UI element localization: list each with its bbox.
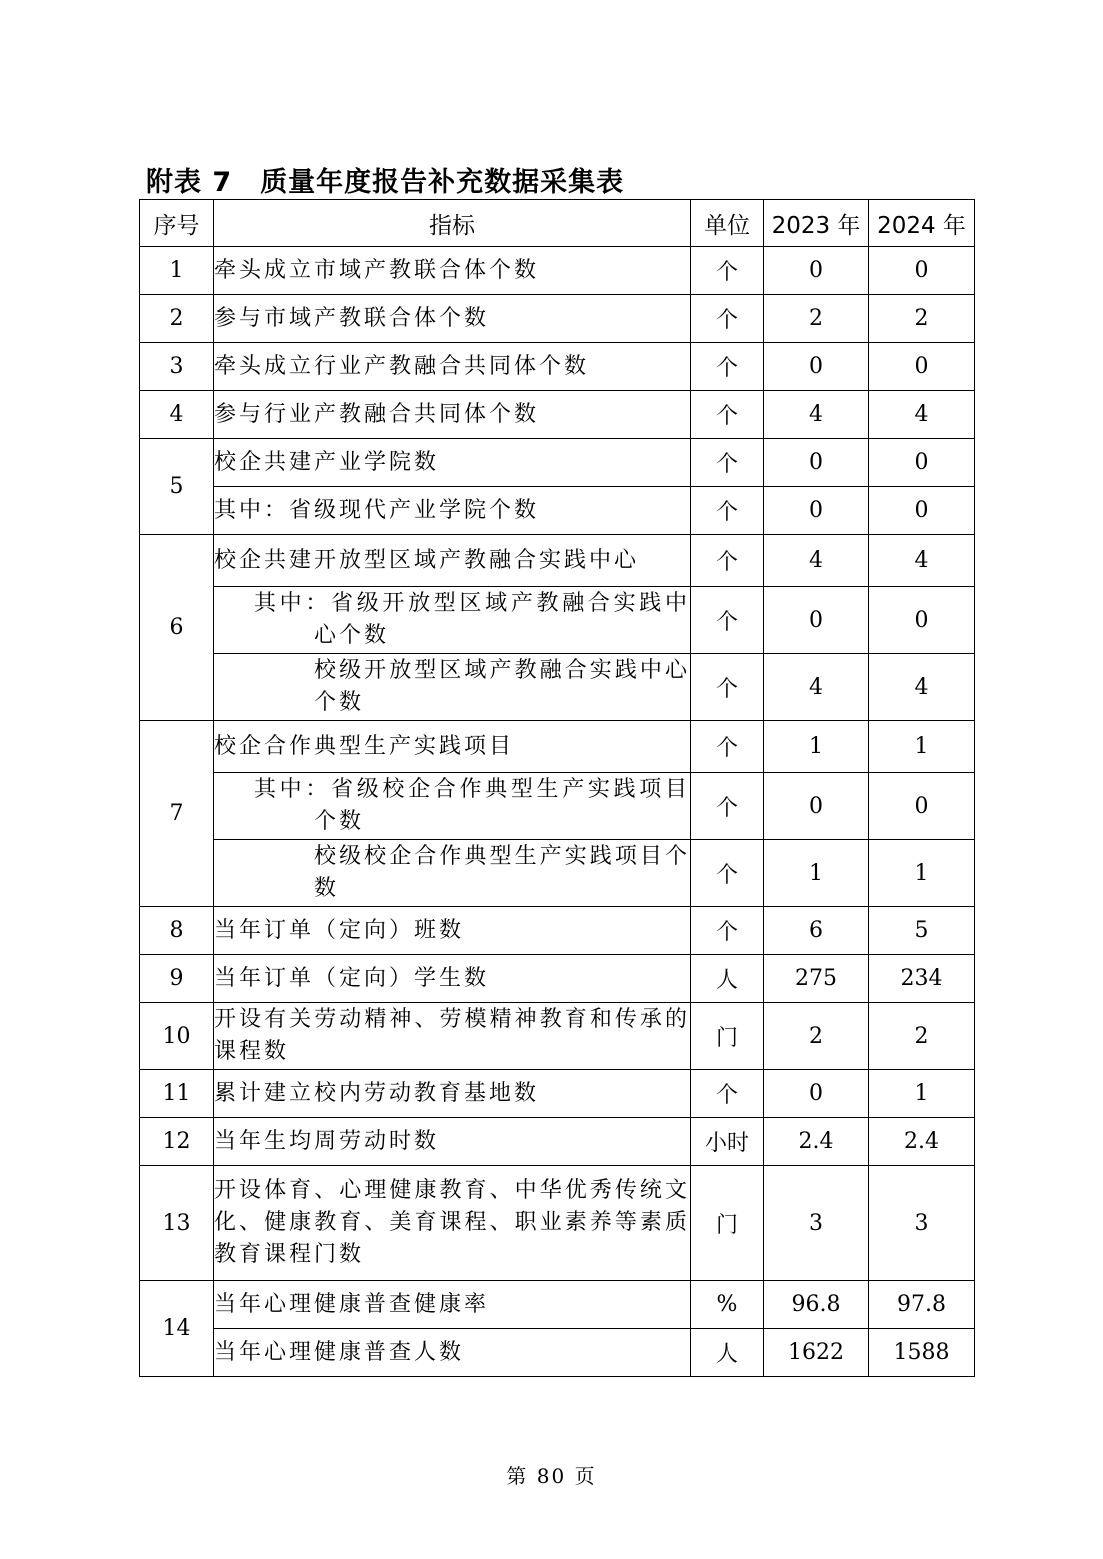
row-seq: 6 (140, 535, 214, 721)
row-2023: 3 (764, 1166, 869, 1281)
table-row (140, 721, 975, 773)
row-2023: 4 (764, 654, 869, 721)
row-2023: 2 (764, 1003, 869, 1070)
row-unit: 个 (691, 773, 764, 840)
row-2024: 0 (869, 439, 975, 487)
table-number: 附表 7 (146, 167, 233, 198)
row-indicator: 其中：省级现代产业学院个数 (214, 487, 691, 535)
row-unit: 个 (691, 535, 764, 587)
row-seq: 7 (140, 721, 214, 907)
table-row (140, 654, 975, 721)
row-2024: 2.4 (869, 1118, 975, 1166)
row-indicator: 参与市域产教联合体个数 (214, 295, 691, 343)
row-indicator: 校企合作典型生产实践项目 (214, 721, 691, 773)
row-seq: 10 (140, 1003, 214, 1070)
row-indicator (214, 587, 691, 654)
table-row (140, 391, 975, 439)
row-2024: 4 (869, 654, 975, 721)
row-unit: 个 (691, 840, 764, 907)
row-seq: 12 (140, 1118, 214, 1166)
row-indicator: 校企共建产业学院数 (214, 439, 691, 487)
row-2024: 97.8 (869, 1281, 975, 1329)
row-indicator: 开设有关劳动精神、劳模精神教育和传承的课程数 (214, 1003, 691, 1070)
table-row (140, 955, 975, 1003)
table-row (140, 1003, 975, 1070)
row-indicator: 当年心理健康普查健康率 (214, 1281, 691, 1329)
row-unit: 个 (691, 391, 764, 439)
row-indicator: 参与行业产教融合共同体个数 (214, 391, 691, 439)
table-row (140, 1118, 975, 1166)
row-unit: 个 (691, 343, 764, 391)
table-row (140, 439, 975, 487)
row-unit: % (691, 1281, 764, 1329)
header-2023: 2023 年 (764, 200, 869, 247)
row-unit: 个 (691, 587, 764, 654)
table-row (140, 1329, 975, 1377)
row-indicator: 校级开放型区域产教融合实践中心个数 (214, 654, 691, 721)
row-indicator: 当年订单（定向）班数 (214, 907, 691, 955)
table-title-text: 质量年度报告补充数据采集表 (260, 167, 625, 198)
table-row (140, 1070, 975, 1118)
row-2023: 96.8 (764, 1281, 869, 1329)
row-indicator: 校企共建开放型区域产教融合实践中心 (214, 535, 691, 587)
row-indicator (214, 773, 691, 840)
row-indicator: 累计建立校内劳动教育基地数 (214, 1070, 691, 1118)
row-unit: 个 (691, 439, 764, 487)
row-2024: 0 (869, 343, 975, 391)
row-2023: 2.4 (764, 1118, 869, 1166)
row-2023: 0 (764, 247, 869, 295)
row-2024: 1588 (869, 1329, 975, 1377)
row-seq: 9 (140, 955, 214, 1003)
row-unit: 个 (691, 654, 764, 721)
row-2024: 1 (869, 840, 975, 907)
header-row (140, 200, 975, 247)
row-unit: 个 (691, 247, 764, 295)
row-unit: 个 (691, 721, 764, 773)
data-table (139, 199, 975, 1377)
row-2024: 0 (869, 487, 975, 535)
row-2024: 4 (869, 535, 975, 587)
row-indicator: 牵头成立市域产教联合体个数 (214, 247, 691, 295)
row-2023: 0 (764, 343, 869, 391)
row-unit: 门 (691, 1003, 764, 1070)
header-unit: 单位 (691, 200, 764, 247)
table-row (140, 343, 975, 391)
table-row (140, 1166, 975, 1281)
table-row (140, 840, 975, 907)
row-unit: 个 (691, 295, 764, 343)
row-2023: 0 (764, 487, 869, 535)
table-row (140, 535, 975, 587)
row-2024: 4 (869, 391, 975, 439)
row-indicator: 校级校企合作典型生产实践项目个数 (214, 840, 691, 907)
page-number: 第 80 页 (506, 1464, 597, 1488)
row-unit: 人 (691, 1329, 764, 1377)
row-seq: 13 (140, 1166, 214, 1281)
row-seq: 14 (140, 1281, 214, 1377)
row-2023: 1 (764, 840, 869, 907)
row-2023: 0 (764, 1070, 869, 1118)
row-indicator: 牵头成立行业产教融合共同体个数 (214, 343, 691, 391)
table-row (140, 1281, 975, 1329)
row-seq: 1 (140, 247, 214, 295)
row-2023: 0 (764, 439, 869, 487)
row-indicator-text: 其中：省级开放型区域产教融合实践中心个数 (254, 591, 690, 648)
header-2024: 2024 年 (869, 200, 975, 247)
row-2024: 5 (869, 907, 975, 955)
row-2023: 0 (764, 587, 869, 654)
row-seq: 2 (140, 295, 214, 343)
header-seq: 序号 (140, 200, 214, 247)
row-2023: 275 (764, 955, 869, 1003)
table-row (140, 247, 975, 295)
row-unit: 人 (691, 955, 764, 1003)
table-row (140, 907, 975, 955)
table-row (140, 773, 975, 840)
row-2023: 4 (764, 535, 869, 587)
row-indicator: 当年订单（定向）学生数 (214, 955, 691, 1003)
row-seq: 3 (140, 343, 214, 391)
row-2023: 0 (764, 773, 869, 840)
table-row (140, 587, 975, 654)
row-2023: 1 (764, 721, 869, 773)
row-2024: 1 (869, 1070, 975, 1118)
row-2023: 1622 (764, 1329, 869, 1377)
row-indicator: 当年生均周劳动时数 (214, 1118, 691, 1166)
row-unit: 小时 (691, 1118, 764, 1166)
row-indicator-text: 其中：省级校企合作典型生产实践项目个数 (254, 777, 690, 834)
row-seq: 8 (140, 907, 214, 955)
row-2024: 234 (869, 955, 975, 1003)
row-seq: 5 (140, 439, 214, 535)
row-unit: 门 (691, 1166, 764, 1281)
row-unit: 个 (691, 1070, 764, 1118)
row-2024: 0 (869, 773, 975, 840)
row-seq: 11 (140, 1070, 214, 1118)
table-title (146, 160, 624, 199)
header-indicator: 指标 (214, 200, 691, 247)
row-2024: 1 (869, 721, 975, 773)
table-row (140, 487, 975, 535)
row-2023: 6 (764, 907, 869, 955)
row-2024: 0 (869, 587, 975, 654)
row-indicator: 当年心理健康普查人数 (214, 1329, 691, 1377)
row-2023: 2 (764, 295, 869, 343)
row-2023: 4 (764, 391, 869, 439)
row-2024: 2 (869, 295, 975, 343)
row-unit: 个 (691, 907, 764, 955)
row-indicator: 开设体育、心理健康教育、中华优秀传统文化、健康教育、美育课程、职业素养等素质教育课程门数 (214, 1166, 691, 1281)
row-2024: 0 (869, 247, 975, 295)
row-unit: 个 (691, 487, 764, 535)
row-seq: 4 (140, 391, 214, 439)
row-2024: 3 (869, 1166, 975, 1281)
row-2024: 2 (869, 1003, 975, 1070)
table-row (140, 295, 975, 343)
